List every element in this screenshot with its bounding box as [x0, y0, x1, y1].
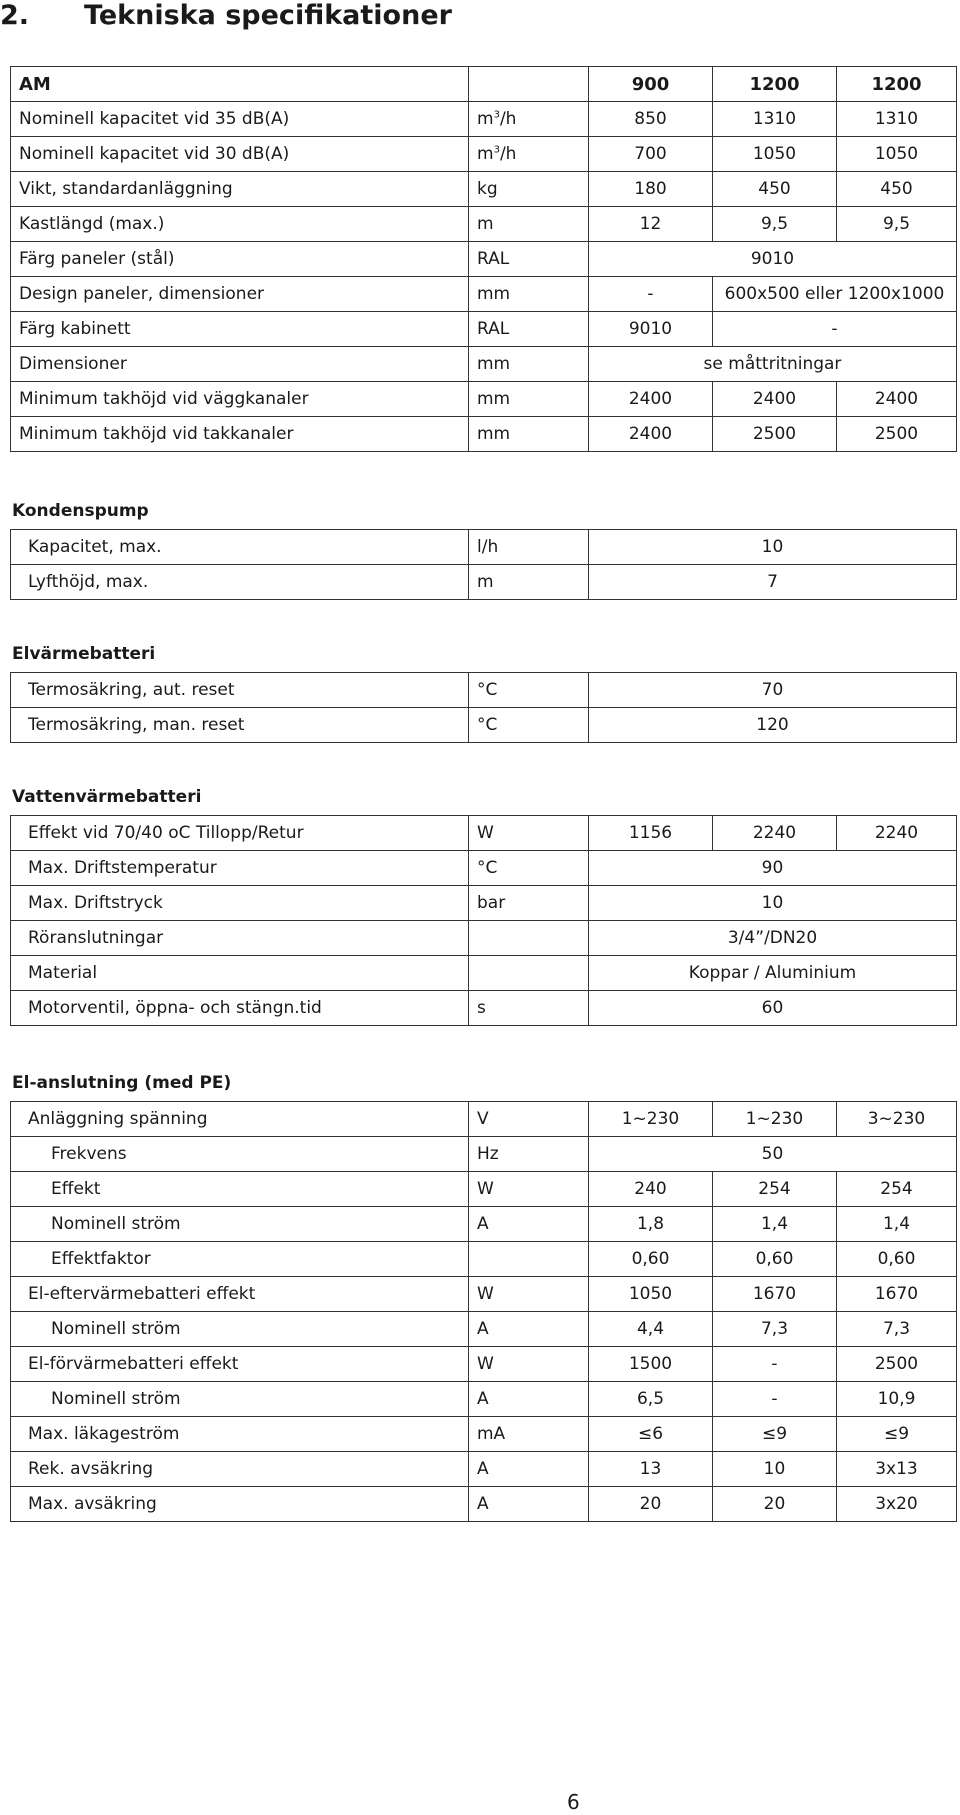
row-unit: m — [469, 565, 589, 600]
row-label: Max. läkageström — [11, 1417, 469, 1452]
row-value: 90 — [589, 851, 957, 886]
row-value: 6,5 — [589, 1382, 713, 1417]
row-unit — [469, 1242, 589, 1277]
table-row — [11, 816, 957, 851]
row-unit: mm — [469, 347, 589, 382]
row-unit: mm — [469, 417, 589, 452]
row-unit: RAL — [469, 312, 589, 347]
row-value: 7,3 — [837, 1312, 957, 1347]
row-value: 1,8 — [589, 1207, 713, 1242]
row-label: Termosäkring, aut. reset — [11, 673, 469, 708]
row-label: Design paneler, dimensioner — [11, 277, 469, 312]
row-value: ≤9 — [837, 1417, 957, 1452]
row-value: 1,4 — [837, 1207, 957, 1242]
row-value: 1670 — [837, 1277, 957, 1312]
table-row — [11, 1312, 957, 1347]
table-row — [11, 1487, 957, 1522]
row-label: Rek. avsäkring — [11, 1452, 469, 1487]
row-value: 10,9 — [837, 1382, 957, 1417]
row-label: Minimum takhöjd vid takkanaler — [11, 417, 469, 452]
row-value: 700 — [589, 137, 713, 172]
row-label: Minimum takhöjd vid väggkanaler — [11, 382, 469, 417]
table-row — [11, 673, 957, 708]
row-value: 50 — [589, 1137, 957, 1172]
section-title-text: Tekniska specifikationer — [84, 0, 452, 31]
row-unit: l/h — [469, 530, 589, 565]
row-value: 9,5 — [837, 207, 957, 242]
section-heading-vattenvarmebatteri: Vattenvärmebatteri — [12, 787, 202, 807]
row-value: 60 — [589, 991, 957, 1026]
table-row — [11, 708, 957, 743]
table-row — [11, 886, 957, 921]
row-value: 2240 — [837, 816, 957, 851]
row-value: 3x13 — [837, 1452, 957, 1487]
row-value: 10 — [713, 1452, 837, 1487]
row-value: 1670 — [713, 1277, 837, 1312]
vattenvarmebatteri-table — [10, 815, 957, 1026]
row-label: Nominell ström — [11, 1207, 469, 1242]
table-row — [11, 382, 957, 417]
row-value: 1050 — [589, 1277, 713, 1312]
page-title — [0, 0, 452, 32]
header-size-2: 1200 — [713, 67, 837, 102]
row-unit: A — [469, 1312, 589, 1347]
table-row — [11, 956, 957, 991]
row-label: Färg kabinett — [11, 312, 469, 347]
main-spec-table — [10, 66, 957, 452]
header-model: AM — [11, 67, 469, 102]
table-row — [11, 1137, 957, 1172]
row-value: 10 — [589, 886, 957, 921]
row-label: Motorventil, öppna- och stängn.tid — [11, 991, 469, 1026]
row-value: 7 — [589, 565, 957, 600]
row-unit: A — [469, 1452, 589, 1487]
row-unit: W — [469, 1347, 589, 1382]
row-value: 2400 — [713, 382, 837, 417]
table-row — [11, 1347, 957, 1382]
header-size-3: 1200 — [837, 67, 957, 102]
table-row — [11, 242, 957, 277]
row-value: 850 — [589, 102, 713, 137]
table-row — [11, 565, 957, 600]
table-row — [11, 851, 957, 886]
row-unit: mm — [469, 277, 589, 312]
row-label: Kapacitet, max. — [11, 530, 469, 565]
row-value: 20 — [713, 1487, 837, 1522]
section-heading-elvarmebatteri: Elvärmebatteri — [12, 644, 156, 664]
row-label: Kastlängd (max.) — [11, 207, 469, 242]
row-value: - — [713, 1347, 837, 1382]
row-unit: bar — [469, 886, 589, 921]
row-value: 1156 — [589, 816, 713, 851]
row-value: ≤9 — [713, 1417, 837, 1452]
table-row — [11, 207, 957, 242]
row-value: 2500 — [837, 1347, 957, 1382]
page-number: 6 — [567, 1790, 580, 1814]
row-value: 10 — [589, 530, 957, 565]
row-unit: A — [469, 1487, 589, 1522]
table-row — [11, 312, 957, 347]
row-label: Effektfaktor — [11, 1242, 469, 1277]
row-value: 1050 — [837, 137, 957, 172]
row-value-merged: 9010 — [589, 242, 957, 277]
table-row — [11, 347, 957, 382]
row-value: - — [589, 277, 713, 312]
row-value: 254 — [837, 1172, 957, 1207]
table-row — [11, 1172, 957, 1207]
row-label: Röranslutningar — [11, 921, 469, 956]
table-row — [11, 1242, 957, 1277]
table-row — [11, 102, 957, 137]
elvarmebatteri-table — [10, 672, 957, 743]
row-value: - — [713, 1382, 837, 1417]
row-value: 0,60 — [589, 1242, 713, 1277]
row-value: 2400 — [589, 382, 713, 417]
row-value-merged: 600x500 eller 1200x1000 — [713, 277, 957, 312]
row-value: 1500 — [589, 1347, 713, 1382]
row-value: 4,4 — [589, 1312, 713, 1347]
row-unit: s — [469, 991, 589, 1026]
row-value: 450 — [713, 172, 837, 207]
row-unit: °C — [469, 673, 589, 708]
row-value: 2500 — [713, 417, 837, 452]
row-value: 2240 — [713, 816, 837, 851]
row-value: 9010 — [589, 312, 713, 347]
row-value: 3~230 — [837, 1102, 957, 1137]
row-label: Material — [11, 956, 469, 991]
row-value: 1,4 — [713, 1207, 837, 1242]
row-unit: V — [469, 1102, 589, 1137]
row-unit — [469, 956, 589, 991]
row-label: Nominell ström — [11, 1382, 469, 1417]
row-value: 1~230 — [589, 1102, 713, 1137]
row-label: Nominell kapacitet vid 30 dB(A) — [11, 137, 469, 172]
row-unit: mm — [469, 382, 589, 417]
row-unit — [469, 921, 589, 956]
table-row — [11, 172, 957, 207]
row-value: 254 — [713, 1172, 837, 1207]
row-value: 2400 — [837, 382, 957, 417]
table-row — [11, 1382, 957, 1417]
row-label: Max. avsäkring — [11, 1487, 469, 1522]
row-value: 240 — [589, 1172, 713, 1207]
row-unit: mA — [469, 1417, 589, 1452]
row-unit: °C — [469, 851, 589, 886]
row-label: Nominell kapacitet vid 35 dB(A) — [11, 102, 469, 137]
table-row — [11, 1277, 957, 1312]
row-unit: W — [469, 1277, 589, 1312]
row-label: El-eftervärmebatteri effekt — [11, 1277, 469, 1312]
row-value: 2400 — [589, 417, 713, 452]
row-value: 70 — [589, 673, 957, 708]
table-row — [11, 137, 957, 172]
row-unit: A — [469, 1207, 589, 1242]
row-value-merged: se måttritningar — [589, 347, 957, 382]
row-value: 450 — [837, 172, 957, 207]
row-value: 180 — [589, 172, 713, 207]
row-label: Max. Driftstryck — [11, 886, 469, 921]
row-value: 2500 — [837, 417, 957, 452]
table-row — [11, 991, 957, 1026]
row-unit: W — [469, 816, 589, 851]
table-row — [11, 1207, 957, 1242]
row-unit: Hz — [469, 1137, 589, 1172]
row-value: 3/4”/DN20 — [589, 921, 957, 956]
row-unit: m — [469, 207, 589, 242]
row-label: Färg paneler (stål) — [11, 242, 469, 277]
row-label: Lyfthöjd, max. — [11, 565, 469, 600]
row-value: 9,5 — [713, 207, 837, 242]
row-value: 1050 — [713, 137, 837, 172]
section-heading-kondenspump: Kondenspump — [12, 501, 149, 521]
row-value: 1310 — [837, 102, 957, 137]
row-unit: °C — [469, 708, 589, 743]
row-value: 0,60 — [713, 1242, 837, 1277]
row-label: Anläggning spänning — [11, 1102, 469, 1137]
table-row — [11, 1102, 957, 1137]
row-unit: W — [469, 1172, 589, 1207]
row-value: 0,60 — [837, 1242, 957, 1277]
row-label: Frekvens — [11, 1137, 469, 1172]
row-label: Max. Driftstemperatur — [11, 851, 469, 886]
row-value: 12 — [589, 207, 713, 242]
row-value: 13 — [589, 1452, 713, 1487]
row-unit: $m^3/h$ — [469, 137, 589, 172]
row-unit: RAL — [469, 242, 589, 277]
row-value: Koppar / Aluminium — [589, 956, 957, 991]
row-value: ≤6 — [589, 1417, 713, 1452]
row-value: 1310 — [713, 102, 837, 137]
row-label: El-förvärmebatteri effekt — [11, 1347, 469, 1382]
row-unit: $m^3/h$ — [469, 102, 589, 137]
row-value: 120 — [589, 708, 957, 743]
row-value: 20 — [589, 1487, 713, 1522]
table-row — [11, 1417, 957, 1452]
table-row — [11, 1452, 957, 1487]
row-value: 7,3 — [713, 1312, 837, 1347]
section-heading-el-anslutning: El-anslutning (med PE) — [12, 1073, 232, 1093]
row-label: Effekt — [11, 1172, 469, 1207]
row-unit: kg — [469, 172, 589, 207]
table-row — [11, 277, 957, 312]
row-unit: A — [469, 1382, 589, 1417]
section-number: 2. — [0, 0, 30, 31]
row-value: 3x20 — [837, 1487, 957, 1522]
table-header-row — [11, 67, 957, 102]
table-row — [11, 921, 957, 956]
row-value-merged: - — [713, 312, 957, 347]
table-row — [11, 530, 957, 565]
row-label: Dimensioner — [11, 347, 469, 382]
table-row — [11, 417, 957, 452]
el-anslutning-table — [10, 1101, 957, 1522]
row-label: Effekt vid 70/40 oC Tillopp/Retur — [11, 816, 469, 851]
row-label: Nominell ström — [11, 1312, 469, 1347]
row-label: Termosäkring, man. reset — [11, 708, 469, 743]
row-label: Vikt, standardanläggning — [11, 172, 469, 207]
kondenspump-table — [10, 529, 957, 600]
row-value: 1~230 — [713, 1102, 837, 1137]
header-size-1: 900 — [589, 67, 713, 102]
header-unit — [469, 67, 589, 102]
